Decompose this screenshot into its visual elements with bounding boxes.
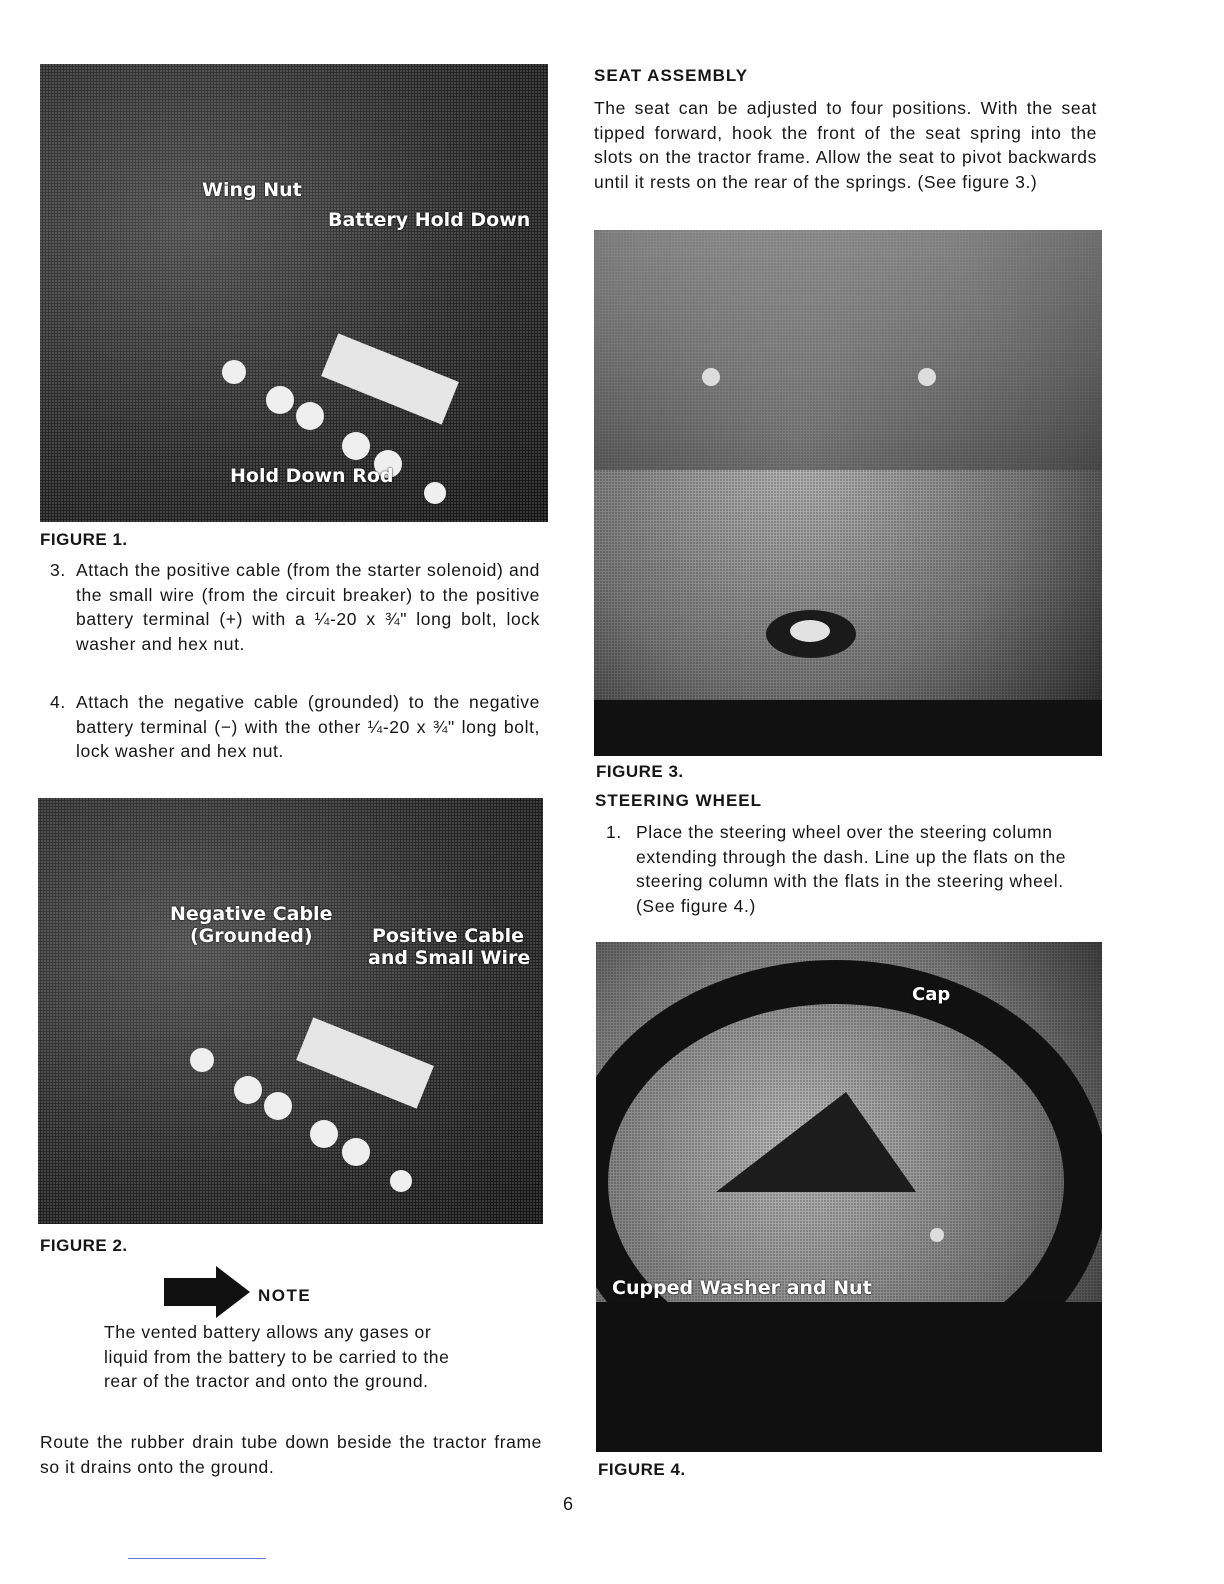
step-text: Attach the negative cable (grounded) to the negative battery terminal (−) with the other ¼-20 x ¾" long bolt, lock washer and hex nut. [76, 692, 540, 762]
negative-cable-label: Negative Cable [170, 903, 333, 925]
step-text: Attach the positive cable (from the starter solenoid) and the small wire (from the circuit breaker) to the positive battery terminal (+) with a ¼-20 x ¾" long bolt, lock washer and hex nut. [76, 560, 540, 654]
seat-assembly-heading: SEAT ASSEMBLY [594, 66, 749, 85]
step-text: Place the steering wheel over the steering column extending through the dash. Line up the flats on the steering column with the flats in the steering wheel. (See figure 4.) [636, 822, 1067, 916]
figure-2-caption: FIGURE 2. [40, 1236, 128, 1255]
step-number: 4. [50, 692, 66, 712]
figure-1-caption: FIGURE 1. [40, 530, 128, 549]
note-title: NOTE [258, 1286, 312, 1305]
drain-instructions: Route the rubber drain tube down beside the tractor frame so it drains onto the ground. [40, 1432, 542, 1477]
steering-step-1 [606, 820, 1098, 920]
footer-rule [128, 1558, 266, 1559]
note-text: The vented battery allows any gases or liquid from the battery to be carried to the rear of the tractor and onto the ground. [104, 1322, 450, 1392]
figure-1-photo [40, 64, 548, 522]
page-number: 6 [563, 1494, 574, 1514]
battery-hold-down-label: Battery Hold Down [328, 209, 531, 231]
positive-cable-label: Positive Cable [372, 925, 525, 947]
battery-step-3 [50, 558, 540, 682]
cupped-washer-nut-label: Cupped Washer and Nut [612, 1277, 872, 1299]
step-number: 3. [50, 560, 66, 580]
cap-label: Cap [912, 984, 951, 1005]
battery-step-4 [50, 690, 540, 766]
positive-small-wire-label: and Small Wire [368, 947, 531, 969]
figure-4-caption: FIGURE 4. [598, 1460, 686, 1479]
figure-4-photo [596, 942, 1102, 1452]
wing-nut-label: Wing Nut [202, 179, 302, 201]
note-arrow-icon [164, 1266, 250, 1318]
hold-down-rod-label: Hold Down Rod [230, 465, 394, 487]
step-number: 1. [606, 822, 622, 842]
seat-assembly-text: The seat can be adjusted to four positions. With the seat tipped forward, hook the front of the seat spring into the slots on the tractor frame. Allow the seat to pivot backwards until it rests on the rear of the springs. (See figure 3.) [594, 98, 1097, 192]
negative-grounded-label: (Grounded) [190, 925, 313, 947]
figure-2-photo [38, 798, 543, 1224]
steering-wheel-heading: STEERING WHEEL [595, 791, 763, 810]
figure-3-caption: FIGURE 3. [596, 762, 684, 781]
figure-3-photo [594, 230, 1102, 756]
